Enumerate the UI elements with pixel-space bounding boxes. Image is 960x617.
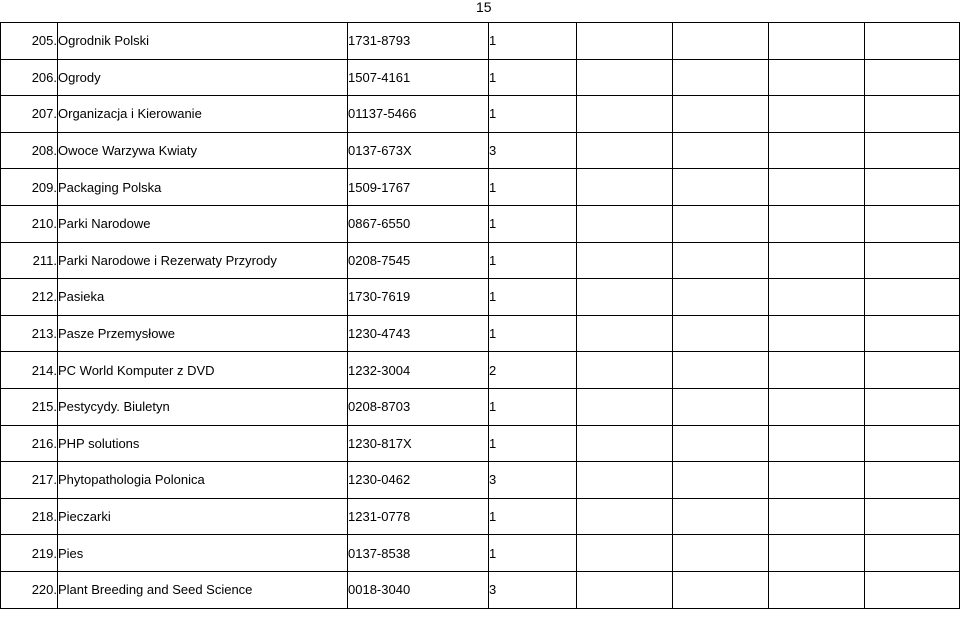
table-row — [1, 425, 960, 462]
row-number-cell: 212. — [1, 279, 58, 316]
journal-title-cell: Pestycydy. Biuletyn — [58, 388, 348, 425]
table-row — [1, 388, 960, 425]
quantity-cell: 1 — [489, 315, 577, 352]
row-number-cell: 213. — [1, 315, 58, 352]
row-number-cell: 211. — [1, 242, 58, 279]
quantity-cell: 1 — [489, 23, 577, 60]
empty-cell — [673, 462, 769, 499]
table-row — [1, 205, 960, 242]
row-number-cell: 210. — [1, 205, 58, 242]
empty-cell — [577, 205, 673, 242]
empty-cell — [865, 388, 960, 425]
empty-cell — [865, 425, 960, 462]
empty-cell — [673, 279, 769, 316]
issn-cell: 1507-4161 — [348, 59, 489, 96]
empty-cell — [865, 498, 960, 535]
empty-cell — [865, 59, 960, 96]
issn-cell: 1230-0462 — [348, 462, 489, 499]
empty-cell — [769, 96, 865, 133]
empty-cell — [577, 279, 673, 316]
journal-title-cell: Pasieka — [58, 279, 348, 316]
empty-cell — [577, 23, 673, 60]
empty-cell — [769, 425, 865, 462]
empty-cell — [577, 242, 673, 279]
quantity-cell: 1 — [489, 535, 577, 572]
issn-cell: 1509-1767 — [348, 169, 489, 206]
table-row — [1, 132, 960, 169]
row-number-cell: 205. — [1, 23, 58, 60]
issn-cell: 0867-6550 — [348, 205, 489, 242]
empty-cell — [865, 571, 960, 608]
empty-cell — [769, 498, 865, 535]
quantity-cell: 1 — [489, 205, 577, 242]
table-row — [1, 23, 960, 60]
quantity-cell: 1 — [489, 425, 577, 462]
empty-cell — [865, 315, 960, 352]
journal-title-cell: Organizacja i Kierowanie — [58, 96, 348, 133]
journal-title-cell: Pasze Przemysłowe — [58, 315, 348, 352]
row-number-cell: 208. — [1, 132, 58, 169]
empty-cell — [577, 352, 673, 389]
issn-cell: 1230-4743 — [348, 315, 489, 352]
issn-cell: 1232-3004 — [348, 352, 489, 389]
table-row — [1, 242, 960, 279]
row-number-cell: 214. — [1, 352, 58, 389]
empty-cell — [673, 96, 769, 133]
empty-cell — [865, 96, 960, 133]
journal-title-cell: Packaging Polska — [58, 169, 348, 206]
journal-title-cell: Plant Breeding and Seed Science — [58, 571, 348, 608]
empty-cell — [865, 462, 960, 499]
row-number-cell: 217. — [1, 462, 58, 499]
empty-cell — [577, 535, 673, 572]
empty-cell — [577, 571, 673, 608]
empty-cell — [577, 59, 673, 96]
issn-cell: 01137-5466 — [348, 96, 489, 133]
row-number-cell: 207. — [1, 96, 58, 133]
empty-cell — [769, 315, 865, 352]
journal-title-cell: Pieczarki — [58, 498, 348, 535]
empty-cell — [865, 242, 960, 279]
empty-cell — [673, 352, 769, 389]
quantity-cell: 3 — [489, 571, 577, 608]
journal-table — [0, 22, 960, 609]
empty-cell — [577, 425, 673, 462]
empty-cell — [865, 352, 960, 389]
empty-cell — [673, 535, 769, 572]
table-row — [1, 169, 960, 206]
journal-title-cell: Pies — [58, 535, 348, 572]
empty-cell — [577, 169, 673, 206]
table-row — [1, 315, 960, 352]
quantity-cell: 1 — [489, 96, 577, 133]
empty-cell — [769, 352, 865, 389]
empty-cell — [577, 132, 673, 169]
quantity-cell: 1 — [489, 388, 577, 425]
journal-title-cell: Phytopathologia Polonica — [58, 462, 348, 499]
issn-cell: 1731-8793 — [348, 23, 489, 60]
empty-cell — [673, 205, 769, 242]
journal-title-cell: Owoce Warzywa Kwiaty — [58, 132, 348, 169]
journal-title-cell: Parki Narodowe — [58, 205, 348, 242]
empty-cell — [577, 96, 673, 133]
issn-cell: 0208-8703 — [348, 388, 489, 425]
empty-cell — [769, 535, 865, 572]
table-row — [1, 535, 960, 572]
row-number-cell: 216. — [1, 425, 58, 462]
row-number-cell: 220. — [1, 571, 58, 608]
table-row — [1, 498, 960, 535]
quantity-cell: 3 — [489, 462, 577, 499]
empty-cell — [865, 169, 960, 206]
empty-cell — [577, 388, 673, 425]
empty-cell — [865, 535, 960, 572]
journal-title-cell: Ogrody — [58, 59, 348, 96]
empty-cell — [577, 498, 673, 535]
empty-cell — [865, 132, 960, 169]
empty-cell — [769, 23, 865, 60]
empty-cell — [673, 169, 769, 206]
page-number: 15 — [476, 0, 492, 15]
table-row — [1, 571, 960, 608]
quantity-cell: 1 — [489, 498, 577, 535]
empty-cell — [577, 462, 673, 499]
journal-title-cell: PHP solutions — [58, 425, 348, 462]
empty-cell — [769, 388, 865, 425]
empty-cell — [673, 132, 769, 169]
empty-cell — [673, 23, 769, 60]
table-row — [1, 59, 960, 96]
journal-title-cell: Parki Narodowe i Rezerwaty Przyrody — [58, 242, 348, 279]
empty-cell — [769, 169, 865, 206]
empty-cell — [865, 205, 960, 242]
issn-cell: 1730-7619 — [348, 279, 489, 316]
row-number-cell: 215. — [1, 388, 58, 425]
empty-cell — [769, 205, 865, 242]
empty-cell — [673, 425, 769, 462]
quantity-cell: 1 — [489, 279, 577, 316]
empty-cell — [673, 59, 769, 96]
quantity-cell: 3 — [489, 132, 577, 169]
empty-cell — [673, 388, 769, 425]
empty-cell — [769, 242, 865, 279]
row-number-cell: 219. — [1, 535, 58, 572]
empty-cell — [769, 462, 865, 499]
empty-cell — [577, 315, 673, 352]
issn-cell: 0208-7545 — [348, 242, 489, 279]
quantity-cell: 2 — [489, 352, 577, 389]
issn-cell: 0137-673X — [348, 132, 489, 169]
empty-cell — [673, 498, 769, 535]
table-row — [1, 462, 960, 499]
table-row — [1, 96, 960, 133]
quantity-cell: 1 — [489, 169, 577, 206]
table-row — [1, 352, 960, 389]
issn-cell: 1230-817X — [348, 425, 489, 462]
empty-cell — [865, 23, 960, 60]
empty-cell — [769, 571, 865, 608]
journal-title-cell: Ogrodnik Polski — [58, 23, 348, 60]
empty-cell — [769, 132, 865, 169]
issn-cell: 0137-8538 — [348, 535, 489, 572]
issn-cell: 1231-0778 — [348, 498, 489, 535]
empty-cell — [769, 59, 865, 96]
quantity-cell: 1 — [489, 59, 577, 96]
row-number-cell: 206. — [1, 59, 58, 96]
issn-cell: 0018-3040 — [348, 571, 489, 608]
table-row — [1, 279, 960, 316]
journal-title-cell: PC World Komputer z DVD — [58, 352, 348, 389]
row-number-cell: 218. — [1, 498, 58, 535]
empty-cell — [673, 315, 769, 352]
empty-cell — [769, 279, 865, 316]
row-number-cell: 209. — [1, 169, 58, 206]
quantity-cell: 1 — [489, 242, 577, 279]
empty-cell — [865, 279, 960, 316]
empty-cell — [673, 571, 769, 608]
empty-cell — [673, 242, 769, 279]
